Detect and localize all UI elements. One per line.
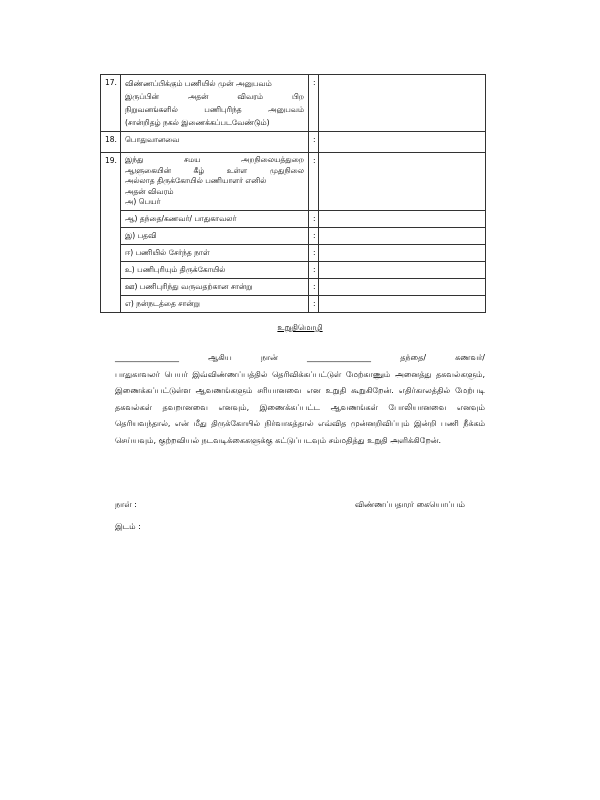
value-cell[interactable] [319,153,486,211]
subrow-label: ஆ) தந்தை/கணவர்/ பாதுகாவலர் [121,210,309,227]
colon: : [309,153,319,211]
row-label [121,153,309,211]
declaration-first-line: ________________ ஆகிய நான் ________________ தந்தை/ கணவர்/ [115,353,485,362]
value-cell[interactable] [319,261,486,278]
value-cell[interactable] [319,75,486,132]
subrow-label: இ) பதவி [121,227,309,244]
value-cell[interactable] [319,227,486,244]
table-subrow [101,210,486,227]
colon: : [309,244,319,261]
subrow-label: எ) நன்நடத்தை சான்று [121,295,309,312]
subrow-label: உ) பணிபுரியும் திருக்கோயில் [121,261,309,278]
colon: : [309,261,319,278]
place-label: இடம் : [115,522,141,531]
subrow-label: ஊ) பணிபுரிந்து வருவதற்கான சான்று [121,278,309,295]
label-line: அதன் விவரம் [125,186,174,196]
table-subrow [101,295,486,312]
value-cell[interactable] [319,278,486,295]
label-line: அ) பெயர் [125,197,161,206]
signature-label: விண்ணப்பதாரர் கையொப்பம் [355,500,465,509]
table-subrow [101,227,486,244]
row-label [121,75,309,132]
declaration-body [115,350,485,449]
label-line: ஆளுகையின் கீழ் உள்ள முதுநிலை [125,165,304,175]
application-form-table [100,74,486,313]
label-line: நிறுவனங்களில் பணிபுரிந்த அனுபவம் [125,105,304,114]
value-cell[interactable] [319,132,486,153]
colon: : [309,210,319,227]
row-number: 19. [101,153,121,313]
table-subrow [101,261,486,278]
label-line: இந்து சமய அறநிலையத்துறை [125,155,304,164]
table-subrow [101,278,486,295]
row-label: பொதுவானவை [121,132,309,153]
row-number: 17. [101,75,121,132]
declaration-text: பாதுகாவலர் பெயர் இவ்விண்ணப்பத்தில் தெரிவிக்கப்பட்டுள் மேற்காணும் அனைத்து தகவல்களும், இணைக்கப்பட்டுள்ள ஆவணங்களும் சரியானவை என உறுதி கூறுகிறேன். எதிர்காலத்தில் மேற்படி தகவல்கள் தவறானவை எனவும், இணைக்கப்பட்ட ஆவணங்கள் போலியானவை எனவும் தெரியவந்தால், என் மீது திருக்கோயில் நிர்வாகத்தால் எவ்வித முன்னறிவிப்பும் இன்றி பணி நீக்கம் செய்யவும், குற்றவியல் நடவடிக்கைகளுக்கு கட்டுப்படவும் சம்மதித்து உறுதி அளிக்கிறேன். [115,369,486,445]
table-row-18 [101,132,486,153]
value-cell[interactable] [319,295,486,312]
colon: : [309,227,319,244]
date-label: நாள் : [115,500,137,509]
colon: : [309,295,319,312]
label-line: (சான்றிதழ் நகல் இணைக்கப்படவேண்டும்) [125,118,270,127]
colon: : [309,278,319,295]
table-subrow [101,244,486,261]
row-number: 18. [101,132,121,153]
table-row-19 [101,153,486,211]
table-row-17 [101,75,486,132]
subrow-label: ஈ) பணியில் சேர்ந்த நாள் [121,244,309,261]
label-line: இருப்பின் அதன் விவரம் பிற [125,92,304,101]
colon: : [309,132,319,153]
colon: : [309,75,319,132]
value-cell[interactable] [319,244,486,261]
declaration-title: உறுதிமொழி [277,323,323,332]
label-line: அல்லாத திருக்கோயில் பணியாளர் எனில் [125,176,267,185]
label-line: விண்ணப்பிக்கும் பணியில் முன் அனுபவம் [125,79,272,88]
value-cell[interactable] [319,210,486,227]
